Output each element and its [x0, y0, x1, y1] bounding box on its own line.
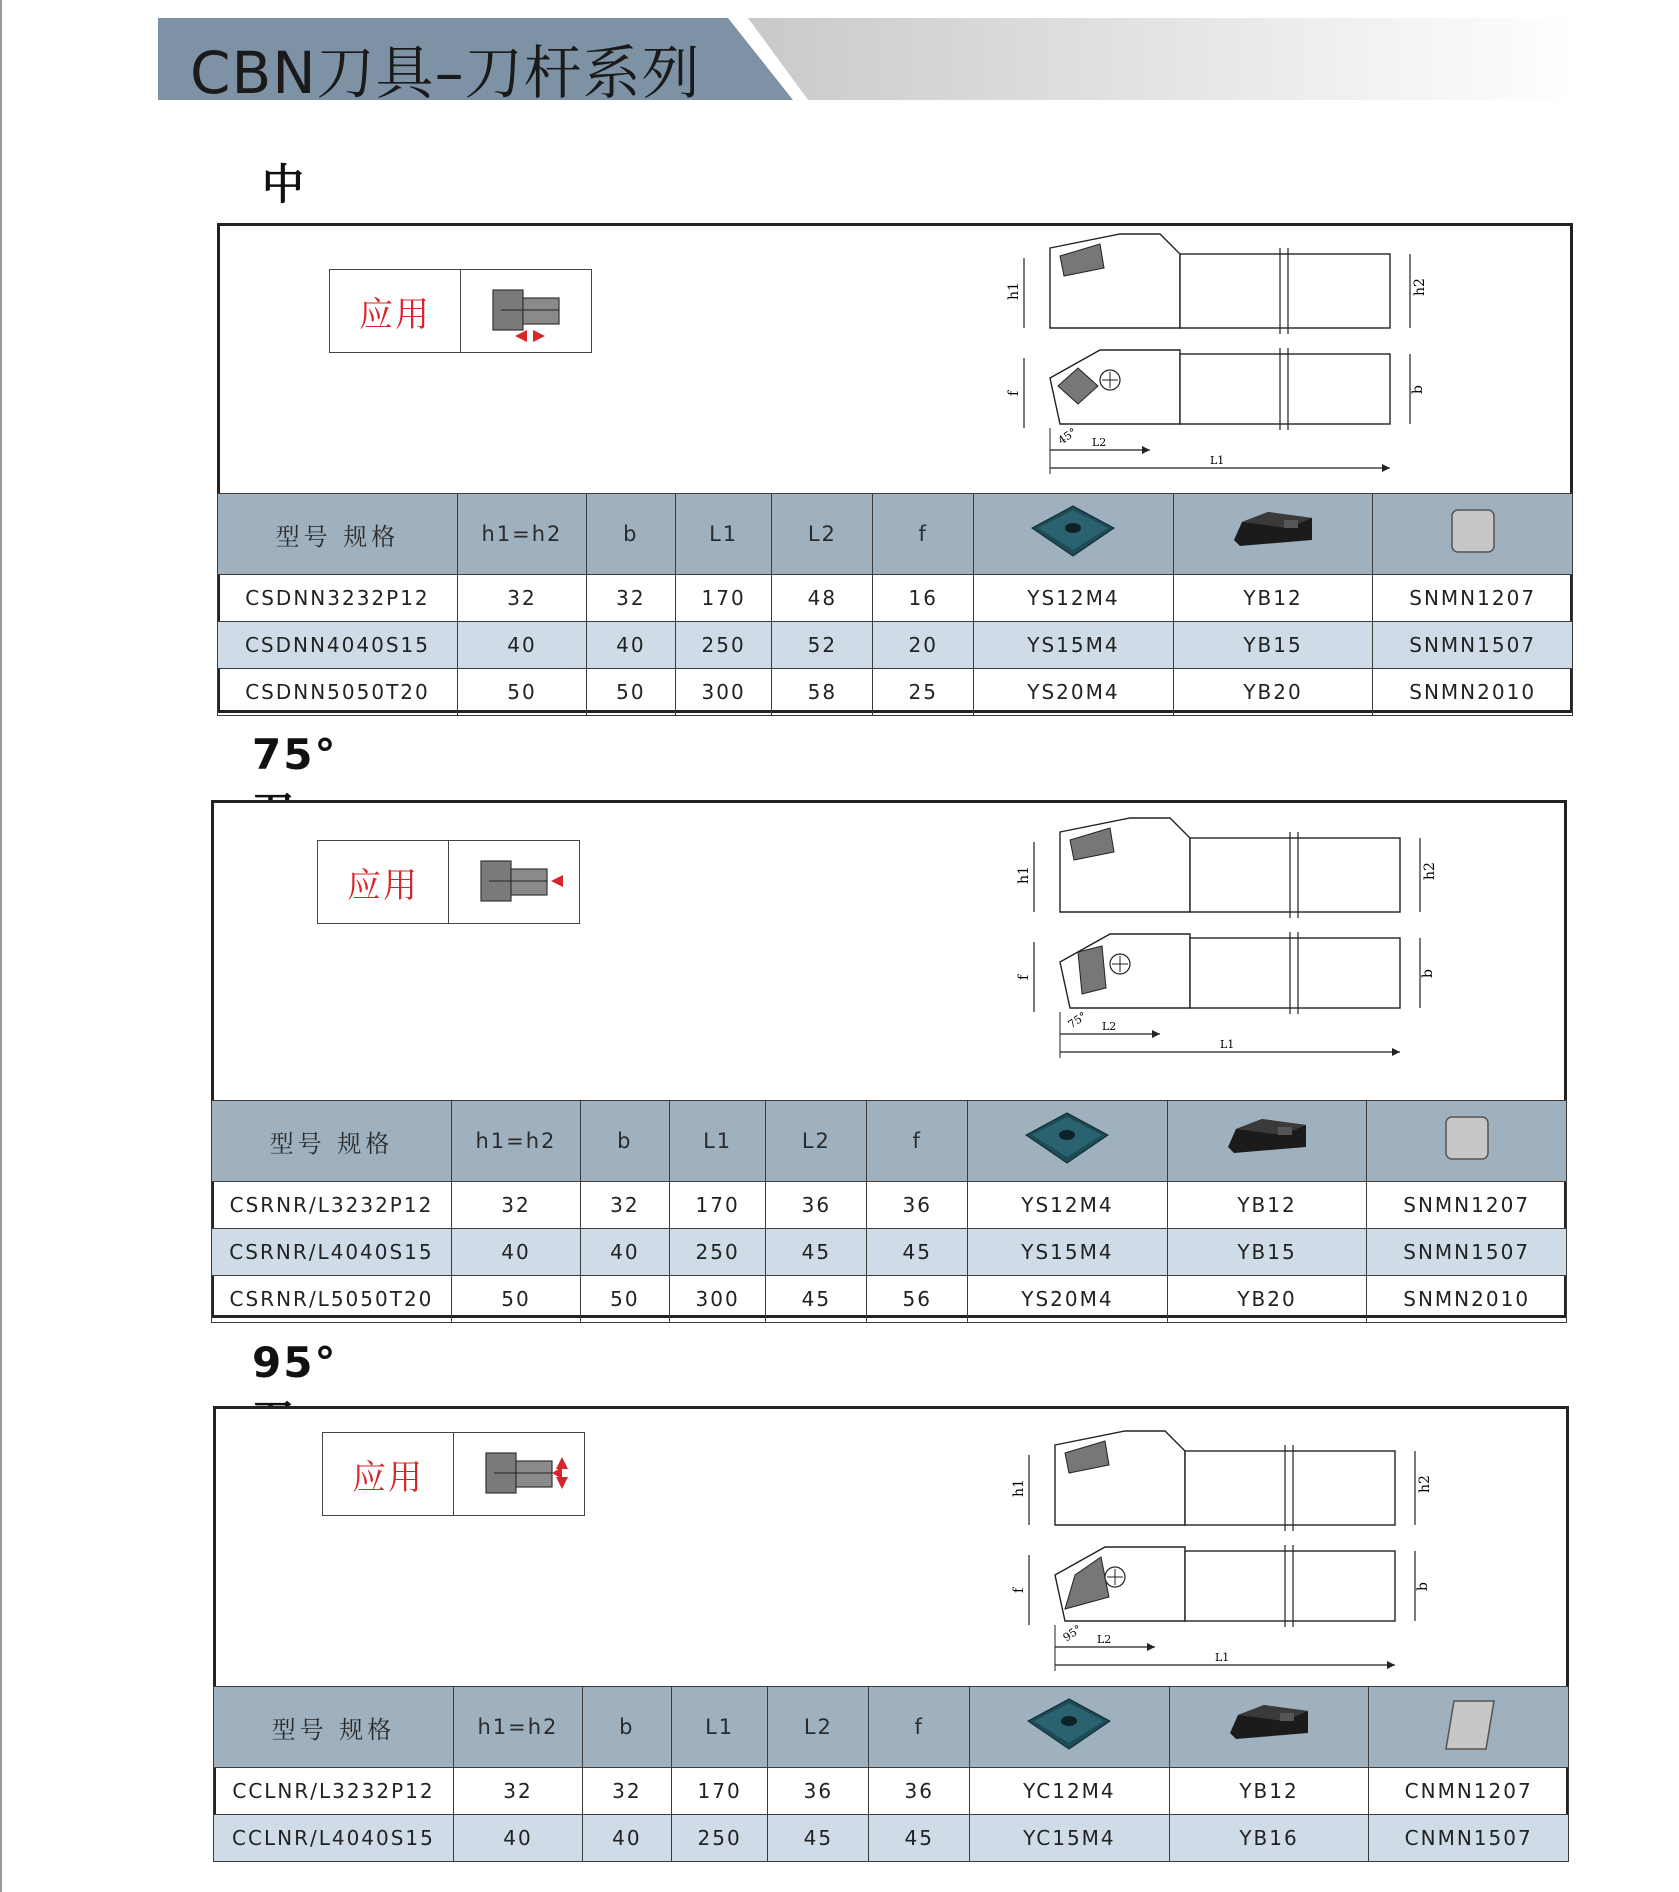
cell-icon-insert-seat: YC12M4 [970, 1768, 1170, 1815]
cell-model: CSRNR/L4040S15 [212, 1229, 452, 1276]
insert-icon [1424, 1695, 1514, 1755]
application-box [329, 269, 592, 353]
cell-l2: 45 [768, 1815, 869, 1862]
section-title: 中 [262, 160, 307, 209]
column-header-l1: L1 [675, 494, 772, 575]
dim-l2-label: L2 [1092, 436, 1107, 449]
insert-icon [1428, 502, 1518, 562]
cell-icon-clamp: YB12 [1167, 1182, 1367, 1229]
clamp-icon [1228, 502, 1318, 562]
column-header-icon-insert-seat [974, 494, 1174, 575]
tool-drawing-area [1005, 1425, 1465, 1680]
cell-f: 56 [867, 1276, 968, 1323]
cell-icon-clamp: YB15 [1167, 1229, 1367, 1276]
table-header-row [214, 1687, 1569, 1768]
cell-h: 40 [457, 622, 586, 669]
cell-l1: 250 [669, 1229, 766, 1276]
tool-drawing [1005, 1425, 1465, 1675]
dim-l1-label: L1 [1210, 454, 1225, 467]
column-header-f: f [867, 1101, 968, 1182]
cell-icon-clamp: YB16 [1169, 1815, 1369, 1862]
application-diagram-icon [464, 1439, 574, 1509]
dim-h2-label: h2 [1422, 862, 1438, 880]
dim-h2-label: h2 [1412, 278, 1428, 296]
dim-h1-label: h1 [1011, 1479, 1027, 1497]
cell-icon-insert: SNMN1207 [1373, 575, 1573, 622]
cell-f: 45 [869, 1815, 970, 1862]
cell-h: 32 [451, 1182, 580, 1229]
cell-icon-insert-seat: YS12M4 [974, 575, 1174, 622]
column-header-l2: L2 [766, 1101, 867, 1182]
cell-icon-clamp: YB15 [1173, 622, 1373, 669]
column-header-icon-insert [1373, 494, 1573, 575]
cell-b: 32 [582, 1768, 671, 1815]
cell-icon-insert: SNMN2010 [1373, 669, 1573, 716]
cell-b: 40 [580, 1229, 669, 1276]
cell-icon-insert-seat: YS20M4 [974, 669, 1174, 716]
table-row [218, 622, 1573, 669]
tool-drawing [1010, 812, 1470, 1062]
tool-drawing-area [1010, 812, 1470, 1067]
cell-icon-clamp: YB20 [1167, 1276, 1367, 1323]
cell-l1: 170 [671, 1768, 768, 1815]
application-icon-cell [449, 841, 579, 923]
column-header-h: h1=h2 [451, 1101, 580, 1182]
spec-table [213, 1686, 1569, 1862]
cell-icon-insert-seat: YC15M4 [970, 1815, 1170, 1862]
cell-l2: 58 [772, 669, 873, 716]
insert-seat-icon [1022, 1109, 1112, 1169]
cell-h: 40 [453, 1815, 582, 1862]
column-header-h: h1=h2 [457, 494, 586, 575]
dim-f-label: f [1011, 1587, 1027, 1593]
cell-icon-insert: SNMN2010 [1367, 1276, 1567, 1323]
dim-angle-label: 75° [1065, 1009, 1090, 1032]
column-header-b: b [582, 1687, 671, 1768]
cell-l1: 170 [675, 575, 772, 622]
page-title: CBN刀具–刀杆系列 [190, 39, 701, 107]
cell-icon-insert-seat: YS15M4 [968, 1229, 1168, 1276]
cell-icon-clamp: YB12 [1169, 1768, 1369, 1815]
column-header-h: h1=h2 [453, 1687, 582, 1768]
cell-f: 36 [867, 1182, 968, 1229]
dim-angle-label: 95° [1060, 1622, 1085, 1645]
header-banner [158, 18, 1578, 107]
application-label: 应用 [318, 841, 449, 923]
dim-h1-label: h1 [1016, 866, 1032, 884]
cell-f: 25 [873, 669, 974, 716]
column-header-icon-insert [1369, 1687, 1569, 1768]
column-header-f: f [873, 494, 974, 575]
cell-icon-insert-seat: YS12M4 [968, 1182, 1168, 1229]
cell-b: 40 [582, 1815, 671, 1862]
cell-h: 50 [457, 669, 586, 716]
application-icon-cell [454, 1433, 584, 1515]
section-title: 75° [252, 730, 338, 779]
cell-f: 16 [873, 575, 974, 622]
table-row [218, 669, 1573, 716]
cell-icon-insert-seat: YS20M4 [968, 1276, 1168, 1323]
cell-model: CCLNR/L4040S15 [214, 1815, 454, 1862]
column-header-icon-insert-seat [970, 1687, 1170, 1768]
cell-f: 20 [873, 622, 974, 669]
insert-icon [1422, 1109, 1512, 1169]
cell-b: 50 [586, 669, 675, 716]
cell-icon-insert: SNMN1207 [1367, 1182, 1567, 1229]
column-header-model: 型号 规格 [212, 1101, 452, 1182]
table-header-row [218, 494, 1573, 575]
cell-h: 40 [451, 1229, 580, 1276]
cell-b: 50 [580, 1276, 669, 1323]
cell-icon-insert: SNMN1507 [1373, 622, 1573, 669]
dim-f-label: f [1016, 974, 1032, 980]
cell-l2: 45 [766, 1229, 867, 1276]
application-box [317, 840, 580, 924]
dim-l2-label: L2 [1097, 1633, 1112, 1646]
table-row [218, 575, 1573, 622]
cell-model: CCLNR/L3232P12 [214, 1768, 454, 1815]
cell-icon-insert: CNMN1207 [1369, 1768, 1569, 1815]
table-row [214, 1768, 1569, 1815]
table-row [214, 1815, 1569, 1862]
cell-b: 32 [586, 575, 675, 622]
dim-h2-label: h2 [1417, 1475, 1433, 1493]
cell-h: 50 [451, 1276, 580, 1323]
application-diagram-icon [471, 276, 581, 346]
cell-l2: 48 [772, 575, 873, 622]
cell-h: 32 [457, 575, 586, 622]
column-header-l1: L1 [671, 1687, 768, 1768]
dim-b-label: b [1420, 969, 1436, 978]
cell-f: 36 [869, 1768, 970, 1815]
cell-l2: 52 [772, 622, 873, 669]
column-header-model: 型号 规格 [214, 1687, 454, 1768]
cell-l2: 36 [766, 1182, 867, 1229]
cell-icon-insert-seat: YS15M4 [974, 622, 1174, 669]
cell-model: CSRNR/L5050T20 [212, 1276, 452, 1323]
cell-icon-clamp: YB20 [1173, 669, 1373, 716]
table-row [212, 1229, 1567, 1276]
column-header-l2: L2 [772, 494, 873, 575]
column-header-icon-clamp [1167, 1101, 1367, 1182]
column-header-icon-clamp [1169, 1687, 1369, 1768]
cell-model: CSDNN4040S15 [218, 622, 458, 669]
cell-l2: 36 [768, 1768, 869, 1815]
tool-drawing [1000, 228, 1460, 478]
dim-l1-label: L1 [1220, 1038, 1235, 1051]
table-header-row [212, 1101, 1567, 1182]
clamp-icon [1222, 1109, 1312, 1169]
page-edge-line [0, 0, 2, 1892]
table-row [212, 1182, 1567, 1229]
dim-f-label: f [1006, 390, 1022, 396]
table-row [212, 1276, 1567, 1323]
clamp-icon [1224, 1695, 1314, 1755]
column-header-l2: L2 [768, 1687, 869, 1768]
column-header-l1: L1 [669, 1101, 766, 1182]
column-header-b: b [586, 494, 675, 575]
application-diagram-icon [459, 847, 569, 917]
cell-l1: 300 [669, 1276, 766, 1323]
cell-f: 45 [867, 1229, 968, 1276]
cell-l2: 45 [766, 1276, 867, 1323]
cell-icon-insert: SNMN1507 [1367, 1229, 1567, 1276]
column-header-icon-insert [1367, 1101, 1567, 1182]
dim-h1-label: h1 [1006, 282, 1022, 300]
application-box [322, 1432, 585, 1516]
cell-l1: 300 [675, 669, 772, 716]
insert-seat-icon [1024, 1695, 1114, 1755]
section-title: 95° [252, 1338, 338, 1387]
application-label: 应用 [330, 270, 461, 352]
cell-l1: 250 [675, 622, 772, 669]
dim-b-label: b [1415, 1582, 1431, 1591]
cell-icon-insert: CNMN1507 [1369, 1815, 1569, 1862]
dim-l2-label: L2 [1102, 1020, 1117, 1033]
column-header-icon-insert-seat [968, 1101, 1168, 1182]
cell-model: CSDNN3232P12 [218, 575, 458, 622]
dim-l1-label: L1 [1215, 1651, 1230, 1664]
column-header-model: 型号 规格 [218, 494, 458, 575]
cell-l1: 170 [669, 1182, 766, 1229]
cell-b: 40 [586, 622, 675, 669]
dim-b-label: b [1410, 385, 1426, 394]
application-label: 应用 [323, 1433, 454, 1515]
spec-table [217, 493, 1573, 716]
application-icon-cell [461, 270, 591, 352]
insert-seat-icon [1028, 502, 1118, 562]
cell-l1: 250 [671, 1815, 768, 1862]
cell-model: CSRNR/L3232P12 [212, 1182, 452, 1229]
tool-drawing-area [1000, 228, 1460, 483]
column-header-f: f [869, 1687, 970, 1768]
column-header-icon-clamp [1173, 494, 1373, 575]
cell-b: 32 [580, 1182, 669, 1229]
spec-table [211, 1100, 1567, 1323]
cell-icon-clamp: YB12 [1173, 575, 1373, 622]
cell-h: 32 [453, 1768, 582, 1815]
column-header-b: b [580, 1101, 669, 1182]
dim-angle-label: 45° [1055, 425, 1080, 448]
cell-model: CSDNN5050T20 [218, 669, 458, 716]
